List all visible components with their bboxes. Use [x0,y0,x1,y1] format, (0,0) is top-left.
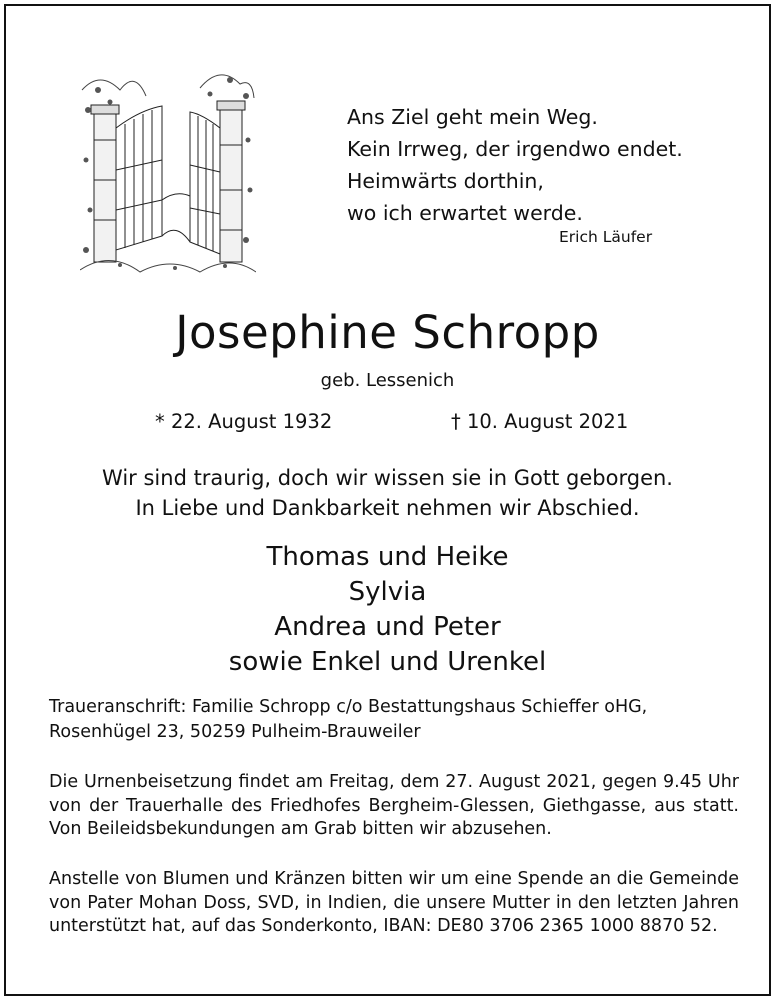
obituary-frame [4,4,771,996]
poem-author: Erich Läufer [559,228,653,246]
maiden-name: geb. Lessenich [320,370,455,391]
poem [347,101,683,229]
poem-line: Heimwärts dorthin, [347,169,544,193]
poem-line: Kein Irrweg, der irgendwo endet. [347,137,683,161]
mourning-line: In Liebe und Dankbarkeit nehmen wir Abschied. [135,496,640,520]
deceased-name: Josephine Schropp [175,306,600,359]
garden-gate-illustration [80,50,256,282]
family-member: Andrea und Peter [274,612,501,642]
family-member: Thomas und Heike [266,542,509,572]
mourning-address [49,695,647,745]
birth-date: * 22. August 1932 [155,410,333,433]
death-date: † 10. August 2021 [451,410,629,433]
address-line: Rosenhügel 23, 50259 Pulheim-Brauweiler [49,722,421,742]
family-member: Sylvia [348,577,427,607]
family-list [6,540,769,680]
mourning-text [6,463,769,523]
address-line: Traueranschrift: Familie Schropp c/o Bestattungshaus Schieffer oHG, [49,697,648,717]
family-member: sowie Enkel und Urenkel [228,647,547,677]
mourning-line: Wir sind traurig, doch wir wissen sie in Gott geborgen. [102,466,673,490]
donation-info: Anstelle von Blumen und Kränzen bitten wir um eine Spende an die Gemeinde von Pater Mohan Doss, SVD, in Indien, die unsere Mutter in den letzten Jahren unterstützt hat, auf das Sonderkonto, IBAN: DE80 3706 2365 1000 8870 52. [49,869,739,936]
poem-line: wo ich erwartet werde. [347,201,583,225]
poem-line: Ans Ziel geht mein Weg. [347,105,598,129]
funeral-info: Die Urnenbeisetzung findet am Freitag, dem 27. August 2021, gegen 9.45 Uhr von der Trauerhalle des Friedhofes Bergheim-Glessen, Giethgasse, aus statt. Von Beileidsbekundungen am Grab bitten wir abzusehen. [49,772,739,839]
